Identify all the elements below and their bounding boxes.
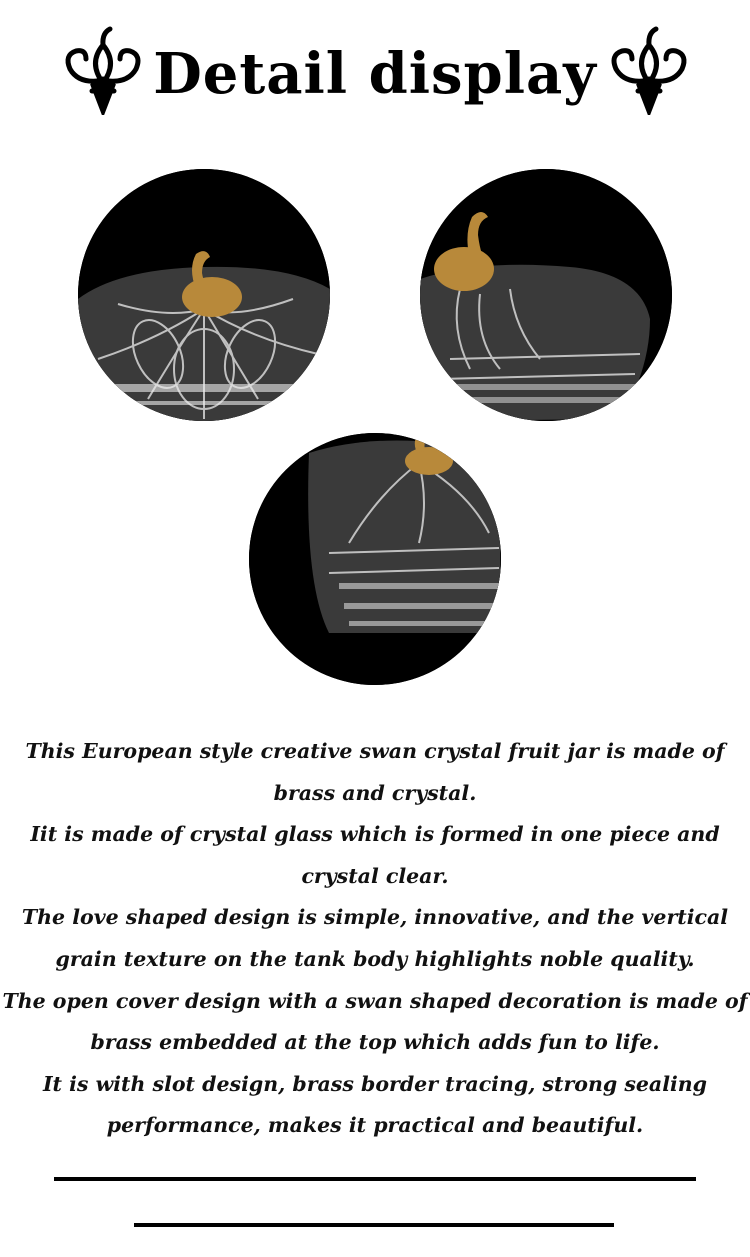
description-line: This European style creative swan crystal fruit jar is made of brass and crystal. — [25, 739, 725, 805]
description-line: The open cover design with a swan shaped decoration is made of brass embedded at the top which adds fun to life. — [2, 988, 748, 1055]
swan-jar-top-view-photo — [78, 169, 330, 421]
page-header — [0, 18, 750, 118]
page-title: Detail display — [153, 41, 597, 107]
divider-line — [134, 1223, 614, 1227]
divider-line — [54, 1177, 696, 1181]
swan-jar-side-view-photo — [420, 169, 672, 421]
fleur-de-lis-icon — [604, 23, 694, 115]
swan-jar-corner-view-photo — [249, 433, 501, 685]
description-line: It is with slot design, brass border tracing, strong sealing performance, makes it practical and beautiful. — [42, 1071, 708, 1138]
product-description — [0, 731, 750, 1147]
description-line: Iit is made of crystal glass which is formed in one piece and crystal clear. — [30, 822, 720, 888]
description-line: The love shaped design is simple, innovative, and the vertical grain texture on the tank body highlights noble quality. — [21, 905, 729, 971]
